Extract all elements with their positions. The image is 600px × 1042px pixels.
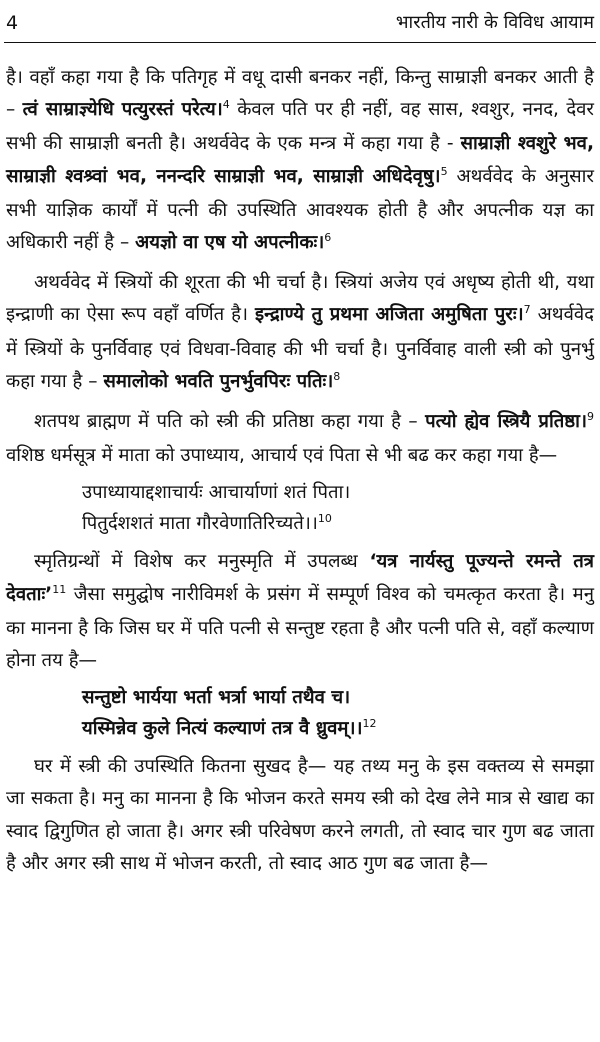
sanskrit-quote: अयज्ञो वा एष यो अपत्नीकः। xyxy=(135,232,325,254)
footnote-marker: 5 xyxy=(440,164,448,178)
text-run: शतपथ ब्राह्मण में पति को स्त्री की प्रतिष्ठा कहा गया है – xyxy=(34,411,426,433)
sanskrit-quote: पत्यो ह्येव स्त्रियै प्रतिष्ठा। xyxy=(425,411,587,433)
running-title: भारतीय नारी के विविध आयाम xyxy=(395,12,594,33)
verse-line xyxy=(82,682,594,713)
footnote-marker: 12 xyxy=(362,717,377,731)
text-run: अथर्ववेद में स्त्रियों के पुनर्विवाह एवं विधवा-विवाह की भी चर्चा है। पुनर्विवाह वाली स्त्री को पुनर्भु कहा गया है – xyxy=(6,304,594,392)
body-text xyxy=(6,62,594,880)
text-run: घर में स्त्री की उपस्थिति कितना सुखद है— यह तथ्य मनु के इस वक्तव्य से समझा जा सकता है। मनु का मानना है कि भोजन करते समय स्त्री को देख लेने मात्र से खाद्य का स्वाद द्विगुणित हो जाता है। अगर स्त्री परिवेषण करने लगती, तो स्वाद चार गुण बढ जाता है और अगर स्त्री साथ में भोजन करती, तो स्वाद आठ गुण बढ जाता है— xyxy=(6,756,594,874)
footnote-marker: 6 xyxy=(324,231,332,245)
sanskrit-quote: ‘यत्र नार्यस्तु पूज्यन्ते रमन्ते तत्र देवताः’ xyxy=(6,551,594,605)
paragraph-4 xyxy=(6,546,594,677)
footnote-marker: 11 xyxy=(52,582,67,596)
text-run: अथर्ववेद के अनुसार सभी याज्ञिक कार्यों में पत्नी की उपस्थिति आवश्यक होती है और अपत्नीक यज्ञ का अधिकारी नहीं है – xyxy=(6,165,594,254)
verse-quote-2 xyxy=(6,682,594,746)
footnote-marker: 4 xyxy=(222,98,230,112)
sanskrit-quote: त्वं साम्राज्ञ्येधि पत्युरस्तं परेत्य। xyxy=(22,99,223,121)
paragraph-5 xyxy=(6,751,594,880)
header-rule xyxy=(4,42,596,43)
verse-quote-1 xyxy=(6,477,594,541)
footnote-marker: 7 xyxy=(523,303,531,317)
text-run: केवल पति पर ही नहीं, वह सास, श्वशुर, ननद, देवर सभी की साम्राज्ञी बनती है। अथर्ववेद के एक मन्त्र में कहा गया है - xyxy=(6,99,595,155)
page-number: 4 xyxy=(6,12,19,34)
sanskrit-quote: समालोको भवति पुनर्भुवपिरः पतिः। xyxy=(103,370,334,392)
page-header xyxy=(4,6,596,36)
paragraph-2 xyxy=(6,267,594,400)
paragraph-3 xyxy=(6,406,594,472)
verse-line xyxy=(82,713,594,746)
footnote-marker: 9 xyxy=(586,410,594,424)
text-run: है। वहाँ कहा गया है कि पतिगृह में वधू दासी बनकर नहीं, किन्तु साम्राज्ञी बनकर आती है – xyxy=(6,67,594,121)
paragraph-1 xyxy=(6,62,594,261)
text-run: स्मृतिग्रन्थों में विशेष कर मनुस्मृति में उपलब्ध xyxy=(34,551,370,573)
footnote-marker: 8 xyxy=(333,369,341,383)
text-run: उपाध्यायाद्दशाचार्यः आचार्याणां शतं पिता। xyxy=(82,482,351,504)
text-run: अथर्ववेद में स्त्रियों की शूरता की भी चर्चा है। स्त्रियां अजेय एवं अधृष्य होती थी, यथा इन्द्राणी का ऐसा रूप वहाँ वर्णित है। xyxy=(6,272,594,326)
sanskrit-quote: इन्द्राण्ये तु प्रथमा अजिता अमुषिता पुरः। xyxy=(255,304,524,326)
text-run: जैसा समुद्घोष नारीविमर्श के प्रसंग में सम्पूर्ण विश्व को चमत्कृत करता है। मनु का मानना है कि जिस घर में पति पत्नी से सन्तुष्ट रहता है और पत्नी पति से, वहाँ कल्याण होना तय है— xyxy=(6,583,594,672)
text-run: वशिष्ठ धर्मसूत्र में माता को उपाध्याय, आचार्य एवं पिता से भी बढ कर कहा गया है— xyxy=(6,445,558,467)
verse-line xyxy=(82,477,594,508)
text-run: सन्तुष्टो भार्यया भर्ता भर्त्रा भार्या तथैव च। xyxy=(82,687,351,709)
verse-line xyxy=(82,508,594,541)
footnote-marker: 10 xyxy=(317,512,332,526)
text-run: पितुर्दशशतं माता गौरवेणातिरिच्यते।। xyxy=(82,513,318,535)
text-run: यस्मिन्नेव कुले नित्यं कल्याणं तत्र वै ध्रुवम्।। xyxy=(82,718,363,740)
sanskrit-quote: साम्राज्ञी श्वशुरे भव, साम्राज्ञी श्वश्र्वां भव, ननन्दरि साम्राज्ञी भव, साम्राज्ञी अधिदेवृषु। xyxy=(6,133,594,187)
